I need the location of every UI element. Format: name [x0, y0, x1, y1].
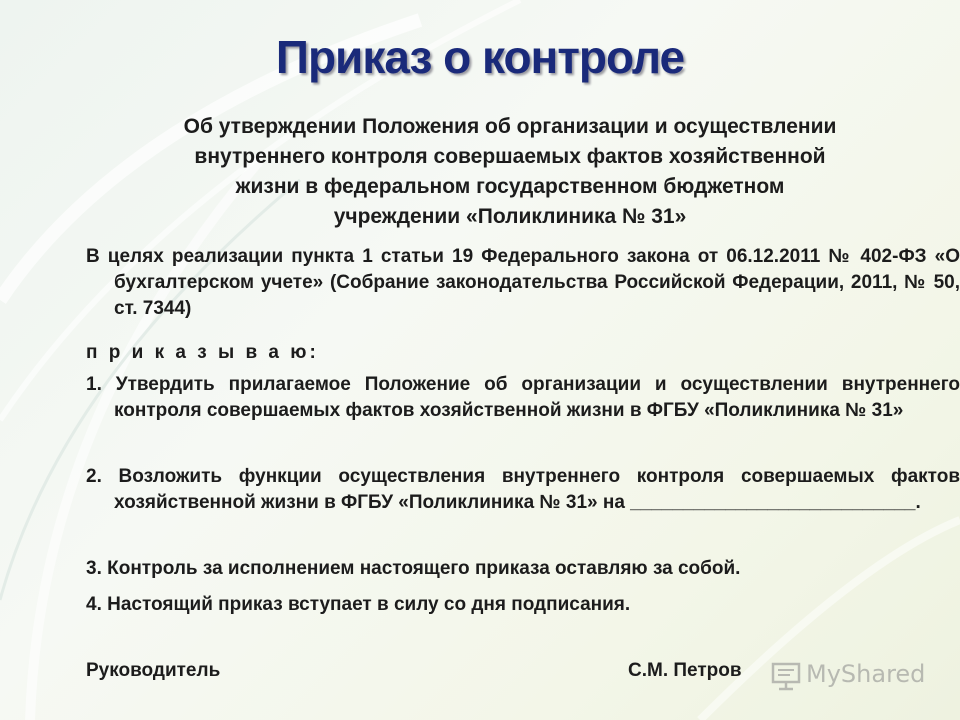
order-item-2: 2. Возложить функции осуществления внутреннего контроля совершаемых фактов хозяйственной жизни в ФГБУ «Поликлиника № 31» на ___________________________. — [86, 466, 960, 513]
heading-line: внутреннего контроля совершаемых фактов хозяйственной — [194, 145, 826, 168]
watermark — [770, 660, 940, 692]
slide-title: Приказ о контроле — [275, 31, 685, 83]
order-heading — [80, 112, 940, 232]
heading-line: Об утверждении Положения об организации и осуществлении — [183, 115, 837, 138]
order-item-4: 4. Настоящий приказ вступает в силу со дня подписания. — [86, 594, 631, 615]
heading-line: жизни в федеральном государственном бюджетном — [235, 175, 785, 198]
heading-line: учреждении «Поликлиника № 31» — [333, 205, 687, 228]
signer-name: С.М. Петров — [628, 660, 742, 681]
preamble-paragraph: В целях реализации пункта 1 статьи 19 Федерального закона от 06.12.2011 № 402-ФЗ «О бухгалтерском учете» (Собрание законодательства Российской Федерации, 2011, № 50, ст. 7344) — [86, 246, 960, 319]
watermark-text: MyShared — [806, 660, 926, 688]
presentation-board-icon — [770, 661, 802, 691]
order-item-1: 1. Утвердить прилагаемое Положение об организации и осуществлении внутреннего контроля совершаемых фактов хозяйственной жизни в ФГБУ «Поликлиника № 31» — [86, 374, 960, 421]
order-word: п р и к а з ы в а ю: — [86, 342, 319, 363]
signer-role: Руководитель — [86, 660, 221, 681]
order-item-3: 3. Контроль за исполнением настоящего приказа оставляю за собой. — [86, 558, 741, 579]
